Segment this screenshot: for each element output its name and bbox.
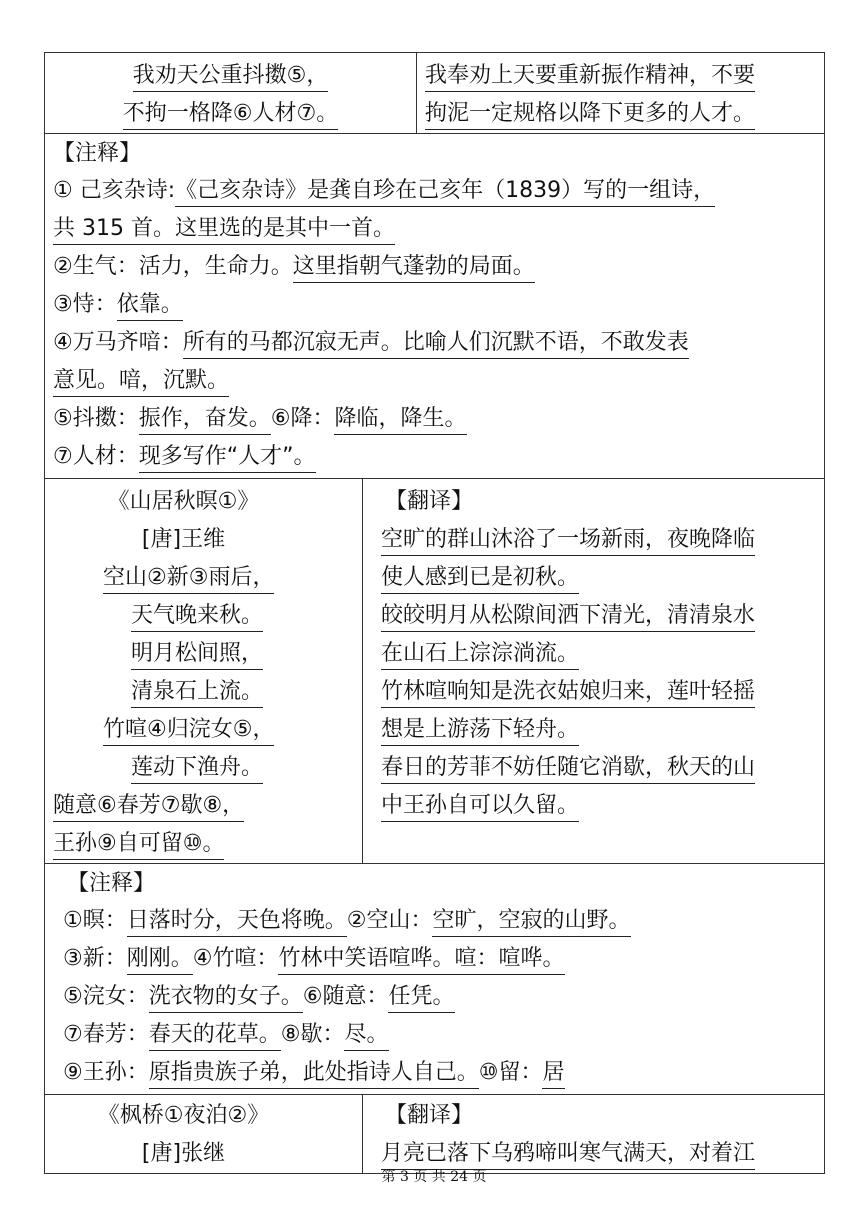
note-line: ②生气：活力，生命力。这里指朝气蓬勃的局面。 (45, 248, 824, 286)
translation-line: 使人感到已是初秋。 (381, 563, 579, 594)
note-line: ① 己亥杂诗:《己亥杂诗》是龚自珍在己亥年（1839）写的一组诗， (45, 172, 824, 210)
poem-line: 天气晚来秋。 (131, 601, 263, 632)
poem3-original-cell (45, 1095, 363, 1174)
poem-line: 莲动下渔舟。 (131, 753, 263, 784)
notes2-cell (45, 864, 825, 1095)
translation-line: 春日的芳菲不妨任随它消歇，秋天的山 (381, 753, 755, 784)
poem2-original-cell (45, 479, 363, 864)
translation-line: 竹林喧响知是洗衣姑娘归来，莲叶轻摇 (381, 677, 755, 708)
translation-heading: 【翻译】 (385, 1103, 474, 1128)
poem-line: 竹喧④归浣女⑤， (103, 715, 274, 746)
translation-line: 拘泥一定规格以降下更多的人才。 (425, 99, 755, 130)
poem-line: 明月松间照， (131, 639, 263, 670)
document-table-wrapper (44, 52, 824, 1174)
translation-line: 我奉劝上天要重新振作精神，不要 (425, 61, 755, 92)
poem3-row (45, 1095, 825, 1174)
note-line: ⑦人材：现多写作“人才”。 (45, 438, 824, 476)
poem1-original-cell (45, 53, 417, 134)
translation-line: 月亮已落下乌鸦啼叫寒气满天，对着江 (381, 1139, 755, 1170)
translation-heading: 【翻译】 (385, 489, 474, 514)
poem-line: 不拘一格降⑥人材⑦。 (123, 99, 338, 130)
translation-line: 想是上游荡下轻舟。 (381, 715, 579, 746)
note-line: ⑤抖擞：振作，奋发。⑥降：降临，降生。 (45, 400, 824, 438)
poem-line: 随意⑥春芳⑦歇⑧， (53, 791, 244, 822)
notes1-cell (45, 134, 825, 479)
notes1-row (45, 134, 825, 479)
poem-line: 我劝天公重抖擞⑤， (133, 61, 329, 92)
poem-title: 《枫桥①夜泊②》 (97, 1103, 270, 1128)
poem-table-lower (44, 478, 825, 1174)
note-line: 意见。喑，沉默。 (45, 362, 824, 400)
notes-heading: 【注释】 (67, 871, 156, 896)
note-line: ⑤浣女：洗衣物的女子。⑥随意：任凭。 (45, 978, 824, 1016)
translation-line: 在山石上淙淙淌流。 (381, 639, 579, 670)
note-line: ④万马齐喑：所有的马都沉寂无声。比喻人们沉默不语，不敢发表 (45, 324, 824, 362)
note-line: ③恃：依靠。 (45, 286, 824, 324)
notes2-row (45, 864, 825, 1095)
poem1-translation-cell (417, 53, 825, 134)
note-line: ①暝：日落时分，天色将晚。②空山：空旷，空寂的山野。 (45, 902, 824, 940)
note-line: ⑦春芳：春天的花草。⑧歇：尽。 (45, 1016, 824, 1054)
poem-line: 王孙⑨自可留⑩。 (53, 829, 224, 860)
translation-line: 中王孙自可以久留。 (381, 791, 579, 822)
notes-heading: 【注释】 (53, 141, 142, 166)
translation-line: 皎皎明月从松隙间洒下清光，清清泉水 (381, 601, 755, 632)
poem-author: [唐]张继 (141, 1141, 226, 1166)
poem2-translation-cell (363, 479, 825, 864)
poem-line: 清泉石上流。 (131, 677, 263, 708)
poem-table (44, 52, 825, 479)
poem-line: 空山②新③雨后， (103, 563, 274, 594)
page-footer: 第 3 页 共 24 页 (381, 1169, 487, 1185)
poem1-end-row (45, 53, 825, 134)
note-line: 共 315 首。这里选的是其中一首。 (45, 210, 824, 248)
poem-title: 《山居秋暝①》 (107, 489, 260, 514)
translation-line: 空旷的群山沐浴了一场新雨，夜晚降临 (381, 525, 755, 556)
poem-author: [唐]王维 (141, 527, 226, 552)
poem2-row (45, 479, 825, 864)
note-line: ⑨王孙：原指贵族子弟，此处指诗人自己。⑩留：居 (45, 1054, 824, 1092)
note-line: ③新：刚刚。④竹喧：竹林中笑语喧哗。喧：喧哗。 (45, 940, 824, 978)
poem3-translation-cell (363, 1095, 825, 1174)
